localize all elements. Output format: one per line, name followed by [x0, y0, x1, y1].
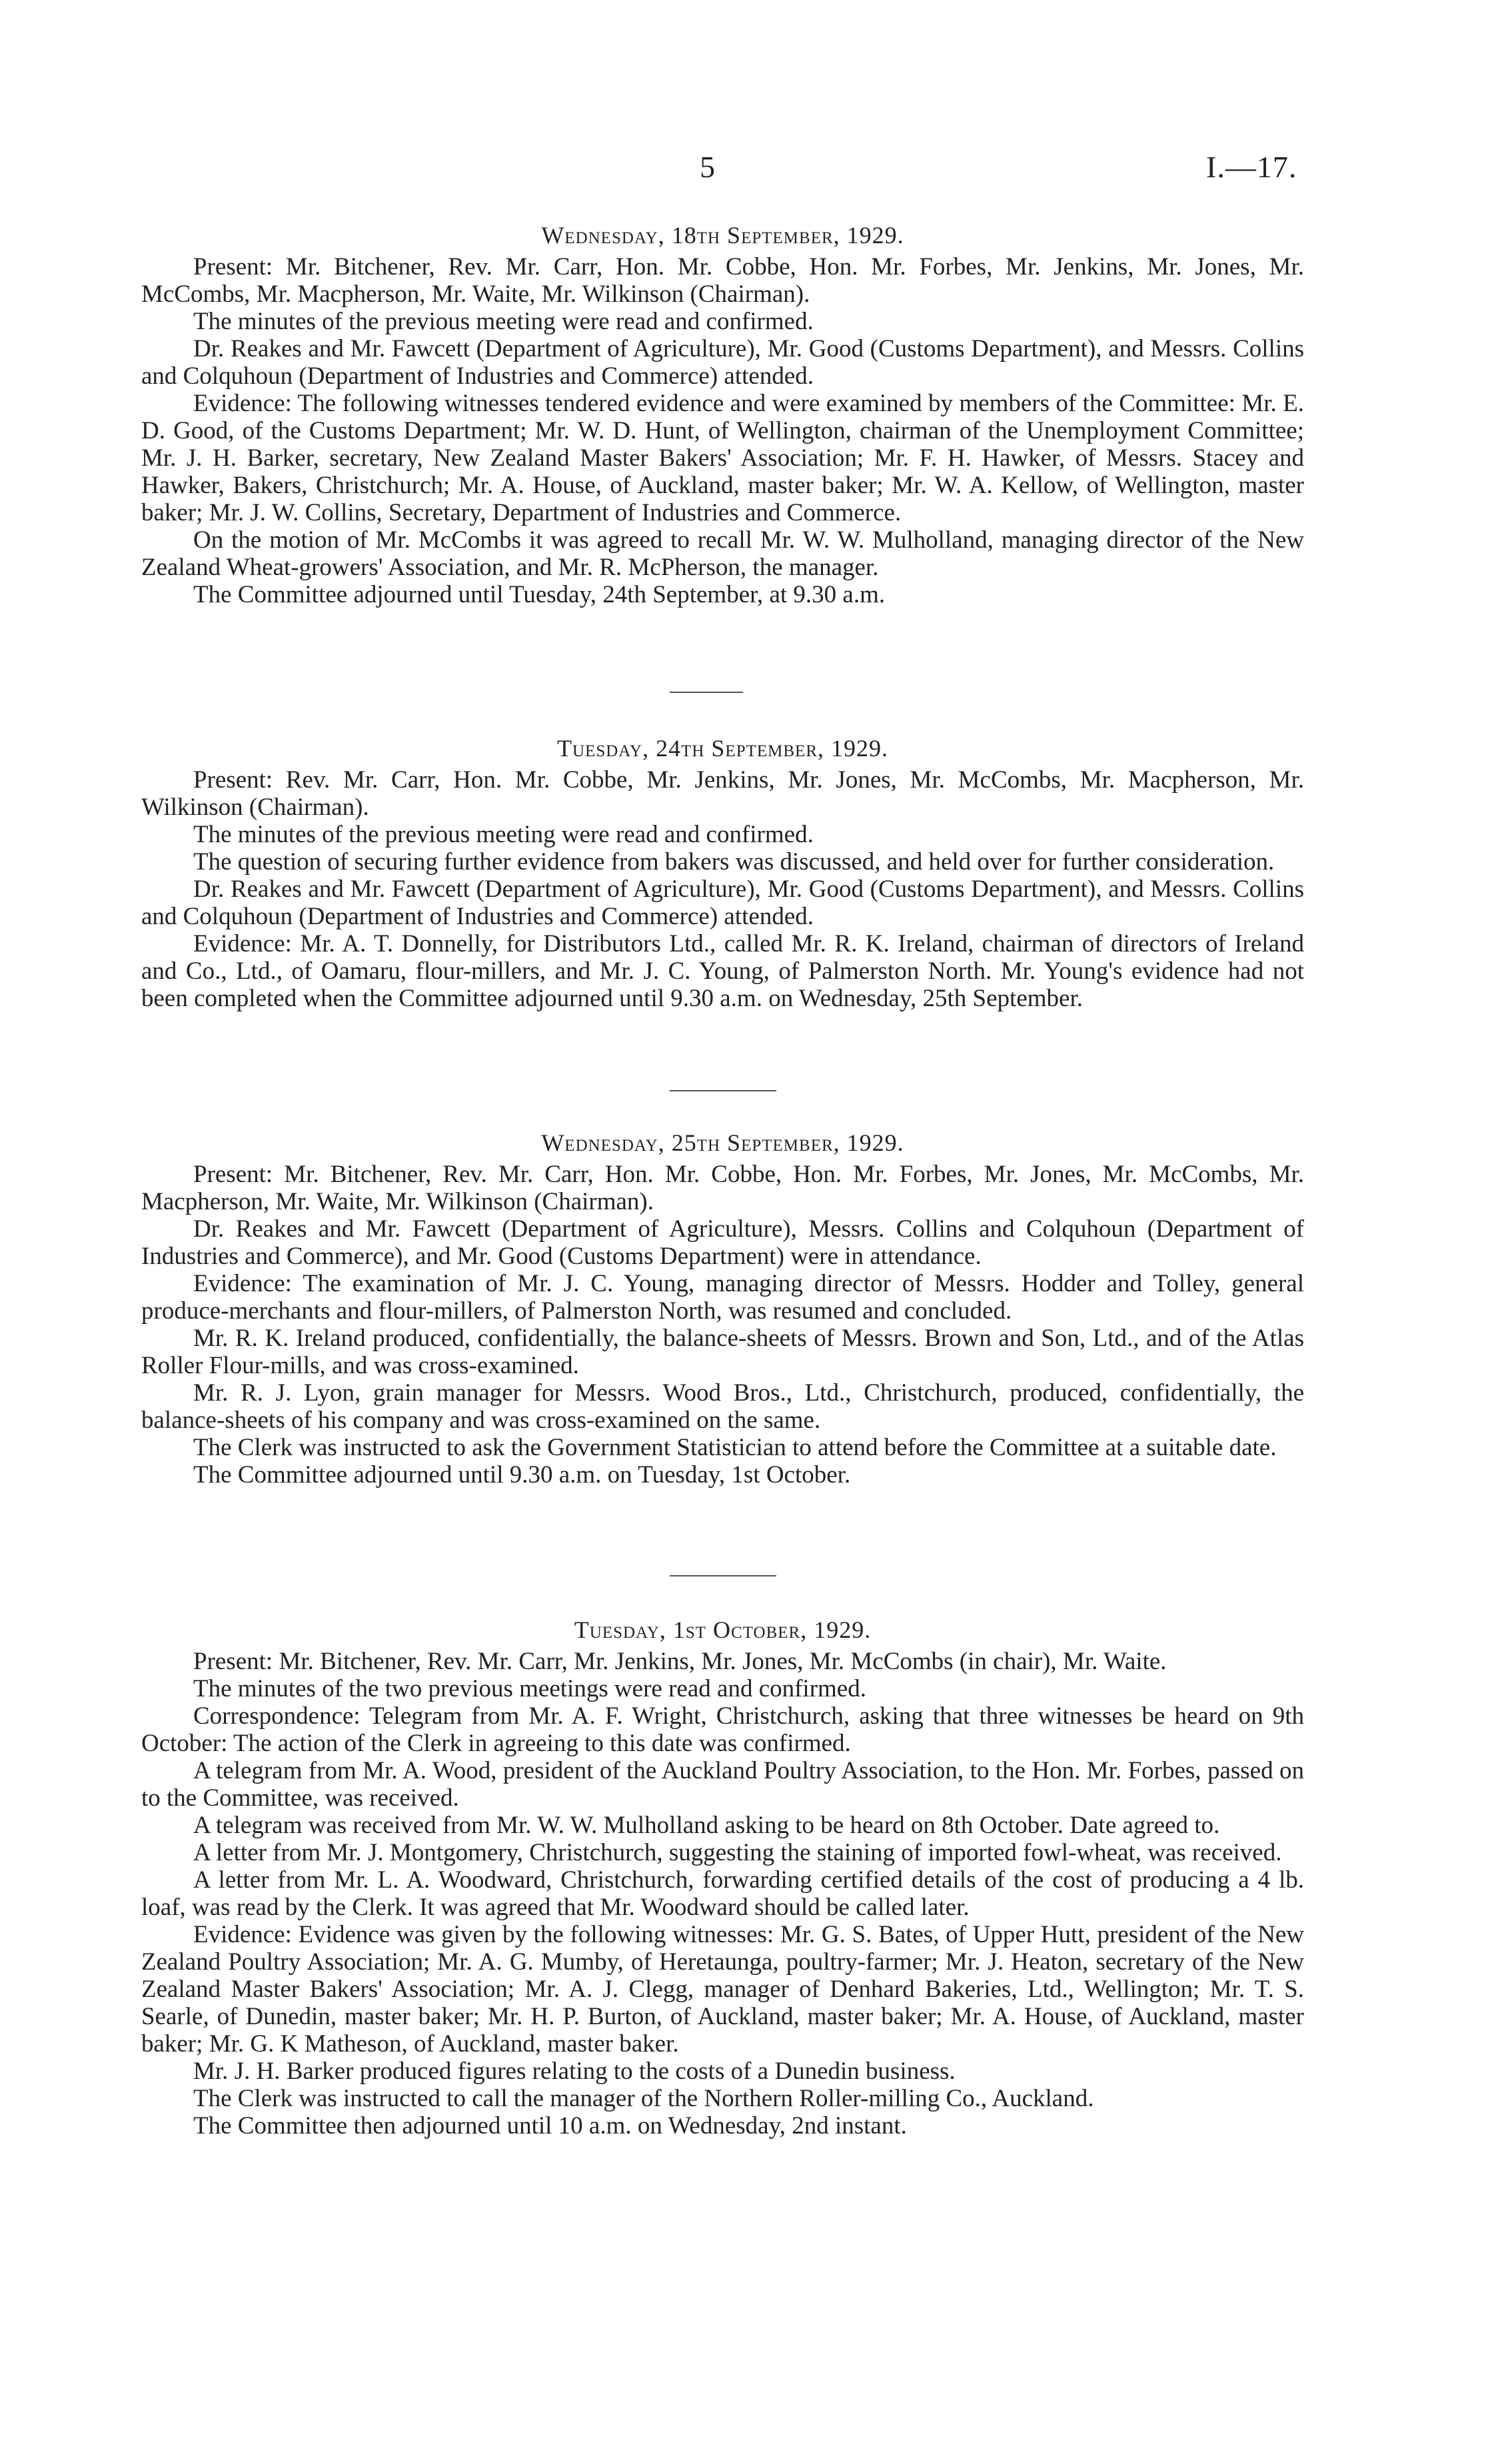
paragraph: A telegram from Mr. A. Wood, president of the Auckland Poultry Association, to the Hon. Mr. Forbes, passed on to the Committee, was received.	[141, 1757, 1304, 1812]
minutes-section-1-oct	[141, 1616, 1304, 2140]
paragraph: The minutes of the two previous meetings were read and confirmed.	[193, 1675, 866, 1702]
paragraph: Evidence: Mr. A. T. Donnelly, for Distributors Ltd., called Mr. R. K. Ireland, chairman of directors of Ireland and Co., Ltd., of Oamaru, flour-millers, and Mr. J. C. Young, of Palmerston North. Mr. Young's evidence had not been completed when the Committee adjourned until 9.30 a.m. on Wednesday, 25th September.	[141, 930, 1304, 1012]
paragraph: The Committee adjourned until Tuesday, 24th September, at 9.30 a.m.	[193, 581, 886, 608]
paragraph: Mr. R. K. Ireland produced, confidentially, the balance-sheets of Messrs. Brown and Son, Ltd., and of the Atlas Roller Flour-mills, and was cross-examined.	[141, 1325, 1304, 1379]
section-heading: Tuesday, 1st October, 1929.	[574, 1616, 872, 1643]
paragraph: A letter from Mr. L. A. Woodward, Christchurch, forwarding certified details of the cost of producing a 4 lb. loaf, was read by the Clerk. It was agreed that Mr. Woodward should be called later.	[141, 1866, 1304, 1921]
paragraph: The Clerk was instructed to ask the Government Statistician to attend before the Committee at a suitable date.	[193, 1434, 1277, 1461]
paragraph: The minutes of the previous meeting were read and confirmed.	[193, 821, 814, 848]
paragraph: The minutes of the previous meeting were read and confirmed.	[193, 308, 814, 335]
minutes-section-24-sept	[141, 735, 1304, 1012]
document-code: I.—17.	[1206, 150, 1297, 184]
paragraph: Dr. Reakes and Mr. Fawcett (Department of Agriculture), Mr. Good (Customs Department), and Messrs. Collins and Colquhoun (Department of Industries and Commerce) attended.	[141, 335, 1304, 390]
paragraph: Correspondence: Telegram from Mr. A. F. Wright, Christchurch, asking that three witnesses be heard on 9th October: The action of the Clerk in agreeing to this date was confirmed.	[141, 1702, 1304, 1757]
paragraph: Mr. R. J. Lyon, grain manager for Messrs. Wood Bros., Ltd., Christchurch, produced, confidentially, the balance-sheets of his company and was cross-examined on the same.	[141, 1379, 1304, 1434]
paragraph: Evidence: Evidence was given by the following witnesses: Mr. G. S. Bates, of Upper Hutt, president of the New Zealand Poultry Association; Mr. A. G. Mumby, of Heretaunga, poultry-farmer; Mr. J. Heaton, secretary of the New Zealand Master Bakers' Association; Mr. A. J. Clegg, manager of Denhard Bakeries, Ltd., Wellington; Mr. T. S. Searle, of Dunedin, master baker; Mr. H. P. Burton, of Auckland, master baker; Mr. A. House, of Auckland, master baker; Mr. G. K Matheson, of Auckland, master baker.	[141, 1921, 1304, 2058]
section-heading: Wednesday, 25th September, 1929.	[541, 1129, 904, 1156]
paragraph: Mr. J. H. Barker produced figures relating to the costs of a Dunedin business.	[193, 2058, 956, 2085]
paragraph: The Committee then adjourned until 10 a.m. on Wednesday, 2nd instant.	[193, 2112, 907, 2140]
section-divider	[670, 1575, 776, 1576]
section-divider	[670, 1090, 776, 1091]
paragraph: Dr. Reakes and Mr. Fawcett (Department of Agriculture), Messrs. Collins and Colquhoun (Department of Industries and Commerce), and Mr. Good (Customs Department) were in attendance.	[141, 1215, 1304, 1270]
paragraph: Dr. Reakes and Mr. Fawcett (Department of Agriculture), Mr. Good (Customs Department), and Messrs. Collins and Colquhoun (Department of Industries and Commerce) attended.	[141, 876, 1304, 930]
section-heading: Wednesday, 18th September, 1929.	[541, 222, 904, 249]
minutes-section-18-sept	[141, 222, 1304, 608]
paragraph: The question of securing further evidence from bakers was discussed, and held over for further consideration.	[193, 848, 1275, 876]
paragraph: On the motion of Mr. McCombs it was agreed to recall Mr. W. W. Mulholland, managing director of the New Zealand Wheat-growers' Association, and Mr. R. McPherson, the manager.	[141, 526, 1304, 581]
paragraph: Present: Mr. Bitchener, Rev. Mr. Carr, Hon. Mr. Cobbe, Hon. Mr. Forbes, Mr. Jenkins, Mr. Jones, Mr. McCombs, Mr. Macpherson, Mr. Waite, Mr. Wilkinson (Chairman).	[141, 253, 1304, 308]
page-number: 5	[700, 150, 715, 184]
paragraph: A letter from Mr. J. Montgomery, Christchurch, suggesting the staining of imported fowl-wheat, was received.	[193, 1839, 1282, 1866]
paragraph: Evidence: The examination of Mr. J. C. Young, managing director of Messrs. Hodder and Tolley, general produce-merchants and flour-millers, of Palmerston North, was resumed and concluded.	[141, 1270, 1304, 1325]
paragraph: Present: Mr. Bitchener, Rev. Mr. Carr, Hon. Mr. Cobbe, Hon. Mr. Forbes, Mr. Jones, Mr. McCombs, Mr. Macpherson, Mr. Waite, Mr. Wilkinson (Chairman).	[141, 1161, 1304, 1215]
paragraph: Evidence: The following witnesses tendered evidence and were examined by members of the Committee: Mr. E. D. Good, of the Customs Department; Mr. W. D. Hunt, of Wellington, chairman of the Unemployment Committee; Mr. J. H. Barker, secretary, New Zealand Master Bakers' Association; Mr. F. H. Hawker, of Messrs. Stacey and Hawker, Bakers, Christchurch; Mr. A. House, of Auckland, master baker; Mr. W. A. Kellow, of Wellington, master baker; Mr. J. W. Collins, Secretary, Department of Industries and Commerce.	[141, 390, 1304, 526]
paragraph: The Committee adjourned until 9.30 a.m. on Tuesday, 1st October.	[193, 1461, 851, 1489]
minutes-section-25-sept	[141, 1129, 1304, 1489]
section-heading: Tuesday, 24th September, 1929.	[557, 735, 888, 762]
paragraph: Present: Mr. Bitchener, Rev. Mr. Carr, Mr. Jenkins, Mr. Jones, Mr. McCombs (in chair), Mr. Waite.	[193, 1648, 1167, 1675]
paragraph: The Clerk was instructed to call the manager of the Northern Roller-milling Co., Auckland.	[193, 2085, 1094, 2112]
section-divider	[670, 692, 743, 693]
paragraph: A telegram was received from Mr. W. W. Mulholland asking to be heard on 8th October. Date agreed to.	[193, 1812, 1220, 1839]
paragraph: Present: Rev. Mr. Carr, Hon. Mr. Cobbe, Mr. Jenkins, Mr. Jones, Mr. McCombs, Mr. Macpherson, Mr. Wilkinson (Chairman).	[141, 766, 1304, 821]
